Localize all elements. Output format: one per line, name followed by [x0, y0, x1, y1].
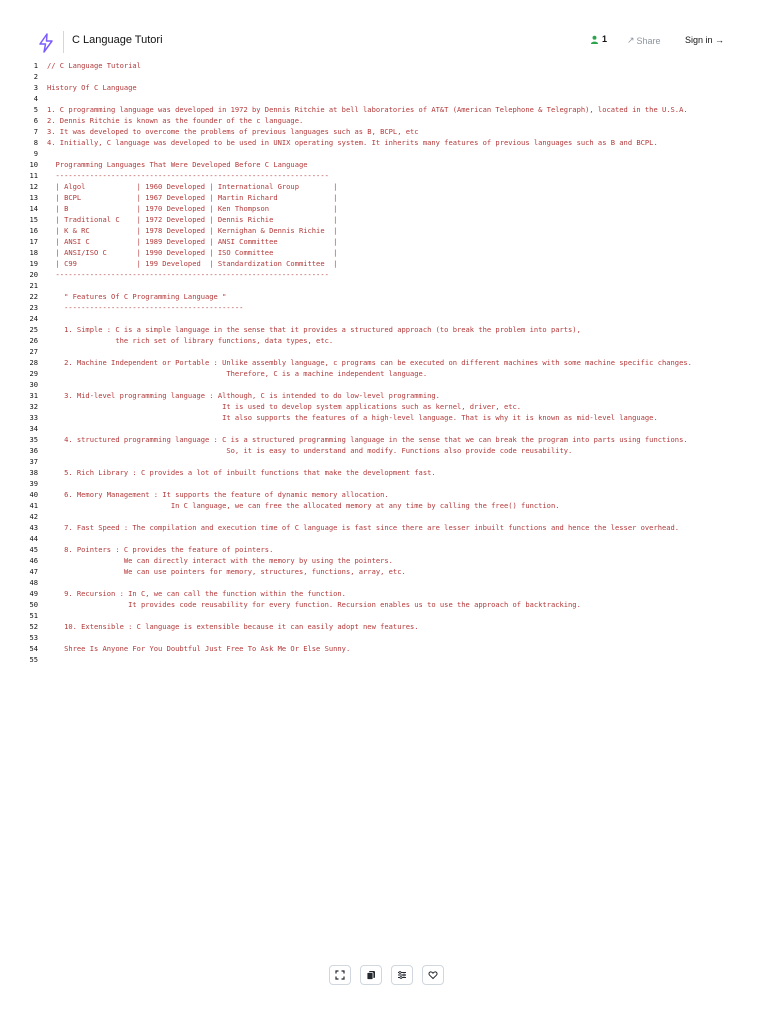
code-text: ------------------------------------------	[47, 303, 244, 312]
line-number: 22	[29, 292, 38, 301]
line-number: 37	[29, 457, 38, 466]
code-line	[0, 93, 768, 104]
code-text: History Of C Language	[47, 83, 137, 92]
code-text: Programming Languages That Were Developed Before C Language	[47, 160, 308, 169]
line-number: 25	[29, 325, 38, 334]
copy-icon	[366, 970, 376, 980]
code-line	[0, 478, 768, 489]
code-line	[0, 643, 768, 654]
code-text: | K & RC | 1978 Developed | Kernighan & Dennis Richie |	[47, 226, 338, 235]
viewers-count: 1	[602, 34, 608, 44]
code-line	[0, 357, 768, 368]
code-line	[0, 456, 768, 467]
line-number: 28	[29, 358, 38, 367]
code-line	[0, 588, 768, 599]
code-line	[0, 566, 768, 577]
line-number: 10	[29, 160, 38, 169]
line-number: 17	[29, 237, 38, 246]
code-text: 2. Dennis Ritchie is known as the founder of the c language.	[47, 116, 304, 125]
code-text: 7. Fast Speed : The compilation and execution time of C language is fast since there are lesser inbuilt functions and hence the lesser overhead.	[47, 523, 680, 532]
bottom-toolbar	[329, 965, 444, 985]
line-number: 49	[29, 589, 38, 598]
code-line	[0, 577, 768, 588]
line-number: 30	[29, 380, 38, 389]
line-number: 6	[33, 116, 38, 125]
code-line	[0, 225, 768, 236]
code-text: We can use pointers for memory, structures, functions, array, etc.	[47, 567, 406, 576]
sliders-icon	[397, 970, 407, 980]
line-number: 18	[29, 248, 38, 257]
settings-button[interactable]	[391, 965, 413, 985]
code-text: 2. Machine Independent or Portable : Unlike assembly language, c programs can be executed on different machines with some machine specific changes.	[47, 358, 692, 367]
code-text: 4. Initially, C language was developed to be used in UNIX operating system. It inherits many features of previous languages such as B and BCPL.	[47, 138, 658, 147]
code-text: | BCPL | 1967 Developed | Martin Richard |	[47, 193, 338, 202]
code-text: 6. Memory Management : It supports the feature of dynamic memory allocation.	[47, 490, 389, 499]
line-number: 38	[29, 468, 38, 477]
code-editor[interactable]	[0, 60, 768, 665]
code-line	[0, 104, 768, 115]
line-number: 3	[33, 83, 38, 92]
code-text: 8. Pointers : C provides the feature of pointers.	[47, 545, 274, 554]
line-number: 50	[29, 600, 38, 609]
code-line	[0, 247, 768, 258]
code-line	[0, 181, 768, 192]
code-line	[0, 555, 768, 566]
code-text: ----------------------------------------------------------------	[47, 270, 329, 279]
code-line	[0, 599, 768, 610]
line-number: 19	[29, 259, 38, 268]
code-line	[0, 137, 768, 148]
code-text: 5. Rich Library : C provides a lot of inbuilt functions that make the development fast.	[47, 468, 436, 477]
code-line	[0, 115, 768, 126]
code-line	[0, 159, 768, 170]
code-text: It provides code reusability for every function. Recursion enables us to use the approach of backtracking.	[47, 600, 581, 609]
line-number: 21	[29, 281, 38, 290]
code-text: 4. structured programming language : C is a structured programming language in the sense that we can break the program into parts using functions.	[47, 435, 688, 444]
code-line	[0, 214, 768, 225]
line-number: 54	[29, 644, 38, 653]
code-text: | Algol | 1960 Developed | International Group |	[47, 182, 338, 191]
line-number: 1	[33, 61, 38, 70]
line-number: 34	[29, 424, 38, 433]
code-line	[0, 522, 768, 533]
code-text: 10. Extensible : C language is extensible because it can easily adopt new features.	[47, 622, 419, 631]
code-text: | B | 1970 Developed | Ken Thompson |	[47, 204, 338, 213]
code-text: | ANSI C | 1989 Developed | ANSI Committee |	[47, 237, 338, 246]
line-number: 27	[29, 347, 38, 356]
user-icon	[590, 35, 599, 44]
code-text: | C99 | 199 Developed | Standardization Committee |	[47, 259, 338, 268]
like-button[interactable]	[422, 965, 444, 985]
line-number: 20	[29, 270, 38, 279]
line-number: 26	[29, 336, 38, 345]
code-line	[0, 489, 768, 500]
line-number: 43	[29, 523, 38, 532]
line-number: 33	[29, 413, 38, 422]
code-line	[0, 269, 768, 280]
code-text: the rich set of library functions, data types, etc.	[47, 336, 334, 345]
line-number: 7	[33, 127, 38, 136]
code-line	[0, 621, 768, 632]
bolt-logo-icon[interactable]	[37, 33, 55, 53]
line-number: 41	[29, 501, 38, 510]
line-number: 46	[29, 556, 38, 565]
expand-icon	[335, 970, 345, 980]
code-line	[0, 203, 768, 214]
code-line	[0, 192, 768, 203]
viewers-indicator[interactable]	[590, 34, 607, 44]
line-number: 14	[29, 204, 38, 213]
code-line	[0, 335, 768, 346]
code-text: | ANSI/ISO C | 1990 Developed | ISO Committee |	[47, 248, 338, 257]
code-line	[0, 654, 768, 665]
code-line	[0, 390, 768, 401]
line-number: 4	[33, 94, 38, 103]
code-text: | Traditional C | 1972 Developed | Dennis Richie |	[47, 215, 338, 224]
line-number: 16	[29, 226, 38, 235]
line-number: 35	[29, 435, 38, 444]
code-line	[0, 511, 768, 522]
code-line	[0, 280, 768, 291]
code-text: 1. C programming language was developed in 1972 by Dennis Ritchie at bell laboratories of AT&T (American Telephone & Telegraph), located in the U.S.A.	[47, 105, 688, 114]
code-line	[0, 324, 768, 335]
sign-in-button[interactable]: Sign in →	[685, 35, 725, 45]
code-line	[0, 82, 768, 93]
share-arrow-icon: ↗	[627, 35, 635, 45]
line-number: 31	[29, 391, 38, 400]
code-text: It is used to develop system applications such as kernel, driver, etc.	[47, 402, 522, 411]
code-line	[0, 632, 768, 643]
line-number: 36	[29, 446, 38, 455]
code-line	[0, 291, 768, 302]
code-line	[0, 533, 768, 544]
code-line	[0, 610, 768, 621]
line-number: 2	[33, 72, 38, 81]
line-number: 44	[29, 534, 38, 543]
line-number: 15	[29, 215, 38, 224]
line-number: 48	[29, 578, 38, 587]
code-line	[0, 379, 768, 390]
code-line	[0, 71, 768, 82]
line-number: 42	[29, 512, 38, 521]
code-text: 9. Recursion : In C, we can call the function within the function.	[47, 589, 346, 598]
page-title[interactable]: C Language Tutori	[72, 34, 163, 46]
line-number: 40	[29, 490, 38, 499]
code-line	[0, 467, 768, 478]
code-line	[0, 258, 768, 269]
code-line	[0, 434, 768, 445]
share-label: Share	[636, 35, 661, 46]
code-text: 1. Simple : C is a simple language in the sense that it provides a structured approach (to break the problem into parts),	[47, 325, 581, 334]
code-line	[0, 544, 768, 555]
code-line	[0, 148, 768, 159]
line-number: 23	[29, 303, 38, 312]
line-number: 13	[29, 193, 38, 202]
top-bar	[0, 0, 768, 60]
line-number: 12	[29, 182, 38, 191]
code-line	[0, 346, 768, 357]
code-text: We can directly interact with the memory by using the pointers.	[47, 556, 393, 565]
line-number: 29	[29, 369, 38, 378]
header-divider	[63, 31, 64, 53]
code-line	[0, 412, 768, 423]
code-text: So, it is easy to understand and modify. Functions also provide code reusability.	[47, 446, 573, 455]
line-number: 52	[29, 622, 38, 631]
line-number: 9	[33, 149, 38, 158]
line-number: 8	[33, 138, 38, 147]
code-text: It also supports the features of a high-level language. That is why it is known as mid-level language.	[47, 413, 658, 422]
code-line	[0, 445, 768, 456]
line-number: 5	[33, 105, 38, 114]
line-number: 47	[29, 567, 38, 576]
code-text: Shree Is Anyone For You Doubtful Just Free To Ask Me Or Else Sunny.	[47, 644, 351, 653]
code-text: 3. It was developed to overcome the problems of previous languages such as B, BCPL, etc	[47, 127, 419, 136]
code-line	[0, 60, 768, 71]
code-line	[0, 313, 768, 324]
code-line	[0, 302, 768, 313]
line-number: 39	[29, 479, 38, 488]
line-number: 55	[29, 655, 38, 664]
code-text: ----------------------------------------------------------------	[47, 171, 329, 180]
heart-icon	[428, 970, 438, 980]
code-line	[0, 126, 768, 137]
code-line	[0, 170, 768, 181]
line-number: 53	[29, 633, 38, 642]
code-line	[0, 236, 768, 247]
share-button[interactable]	[627, 35, 661, 46]
code-line	[0, 500, 768, 511]
fullscreen-button[interactable]	[329, 965, 351, 985]
code-line	[0, 368, 768, 379]
line-number: 11	[29, 171, 38, 180]
line-number: 45	[29, 545, 38, 554]
code-line	[0, 401, 768, 412]
code-text: 3. Mid-level programming language : Although, C is intended to do low-level programming.	[47, 391, 440, 400]
line-number: 51	[29, 611, 38, 620]
copy-button[interactable]	[360, 965, 382, 985]
code-text: Therefore, C is a machine independent language.	[47, 369, 428, 378]
line-number: 32	[29, 402, 38, 411]
code-text: In C language, we can free the allocated memory at any time by calling the free() function.	[47, 501, 560, 510]
code-text: // C Language Tutorial	[47, 61, 141, 70]
code-text: " Features Of C Programming Language "	[47, 292, 227, 301]
line-number: 24	[29, 314, 38, 323]
code-line	[0, 423, 768, 434]
